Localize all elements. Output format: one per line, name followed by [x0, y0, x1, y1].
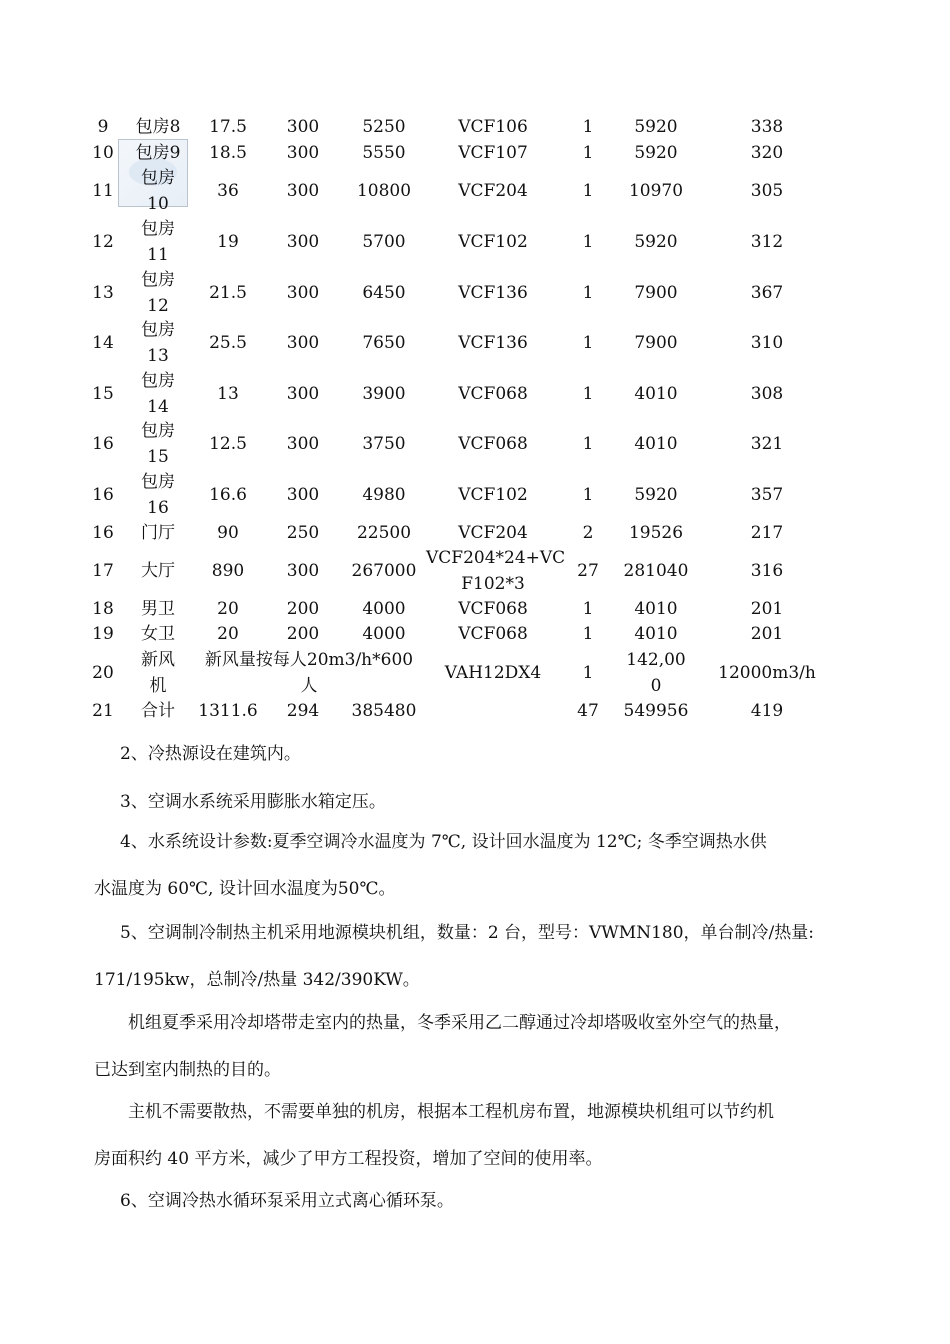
cell-room: 合计 — [141, 701, 175, 721]
cell-index: 367 — [750, 283, 784, 303]
cell-area: 20 — [217, 599, 239, 619]
cell-room-line1: 包房 — [141, 168, 175, 188]
cell-total: 6450 — [362, 283, 406, 303]
cell-load: 300 — [286, 384, 320, 404]
cell-room: 包房8 — [135, 117, 181, 137]
cell-capacity-line1: 142,00 — [626, 650, 686, 670]
cell-index: 419 — [750, 701, 784, 721]
paragraph-5-line1: 5、空调制冷制热主机采用地源模块机组，数量：2 台，型号：VWMN180，单台制冷/热量: — [120, 923, 814, 943]
cell-model: VCF102 — [458, 485, 528, 505]
cell-capacity: 4010 — [634, 434, 678, 454]
cell-model: VCF106 — [458, 117, 528, 137]
cell-index: 12000m3/h — [718, 663, 816, 683]
cell-model-line2: F102*3 — [461, 574, 525, 594]
cell-no: 16 — [92, 523, 114, 543]
cell-qty: 1 — [582, 232, 594, 252]
cell-room-line1: 包房 — [141, 219, 175, 239]
cell-capacity-line2: 0 — [650, 676, 662, 696]
cell-total: 385480 — [351, 701, 417, 721]
cell-load: 250 — [286, 523, 320, 543]
cell-room-line2: 11 — [147, 245, 169, 265]
cell-room-line2: 12 — [147, 296, 169, 316]
cell-no: 15 — [92, 384, 114, 404]
cell-room-line1: 新风 — [141, 650, 175, 670]
cell-qty: 1 — [582, 181, 594, 201]
cell-no: 12 — [92, 232, 114, 252]
cell-no: 21 — [92, 701, 114, 721]
paragraph-7-line1: 主机不需要散热，不需要单独的机房，根据本工程机房布置，地源模块机组可以节约机 — [128, 1102, 774, 1122]
cell-total: 3900 — [362, 384, 406, 404]
paragraph-4-line2: 水温度为 60℃, 设计回水温度为50℃。 — [94, 879, 396, 899]
cell-load: 300 — [286, 434, 320, 454]
cell-index: 201 — [750, 624, 784, 644]
paragraph-6-line2: 已达到室内制热的目的。 — [94, 1060, 281, 1080]
cell-load: 300 — [286, 143, 320, 163]
cell-room-line2: 13 — [147, 346, 169, 366]
cell-room — [128, 647, 188, 699]
cell-model: VCF068 — [458, 624, 528, 644]
cell-model: VAH12DX4 — [444, 663, 542, 683]
cell-no: 17 — [92, 561, 114, 581]
cell-index: 217 — [750, 523, 784, 543]
cell-capacity: 4010 — [634, 624, 678, 644]
cell-area: 19 — [217, 232, 239, 252]
paragraph-5 — [94, 910, 864, 1004]
cell-load: 300 — [286, 181, 320, 201]
cell-model-line1: VCF204*24+VC — [426, 548, 566, 568]
cell-qty: 1 — [582, 485, 594, 505]
fresh-air-note-line1: 新风量按每人20m3/h*600 — [204, 650, 414, 670]
paragraph-4 — [94, 819, 864, 913]
cell-model: VCF204 — [458, 523, 528, 543]
cell-no: 11 — [92, 181, 114, 201]
cell-qty: 1 — [582, 384, 594, 404]
cell-total: 22500 — [356, 523, 412, 543]
cell-load: 200 — [286, 624, 320, 644]
cell-area: 21.5 — [209, 283, 247, 303]
cell-no: 16 — [92, 485, 114, 505]
cell-index: 357 — [750, 485, 784, 505]
cell-capacity: 5920 — [634, 117, 678, 137]
cell-room: 女卫 — [141, 624, 175, 644]
fresh-air-note-line2: 人 — [300, 676, 318, 696]
cell-no: 20 — [92, 663, 114, 683]
paragraph-5-line2: 171/195kw，总制冷/热量 342/390KW。 — [94, 970, 420, 990]
cell-qty: 47 — [577, 701, 599, 721]
cell-capacity: 19526 — [628, 523, 684, 543]
cell-no: 19 — [92, 624, 114, 644]
cell-model: VCF068 — [458, 384, 528, 404]
cell-room: 男卫 — [141, 599, 175, 619]
paragraph-7-line2: 房面积约 40 平方米，减少了甲方工程投资，增加了空间的使用率。 — [94, 1149, 603, 1169]
cell-capacity: 4010 — [634, 599, 678, 619]
cell-capacity: 7900 — [634, 283, 678, 303]
cell-index: 321 — [750, 434, 784, 454]
cell-model: VCF136 — [458, 283, 528, 303]
cell-total: 267000 — [351, 561, 417, 581]
cell-total: 10800 — [356, 181, 412, 201]
cell-area: 25.5 — [209, 333, 247, 353]
cell-capacity: 7900 — [634, 333, 678, 353]
cell-qty: 1 — [582, 599, 594, 619]
cell-load: 300 — [286, 283, 320, 303]
cell-model: VCF136 — [458, 333, 528, 353]
cell-total: 7650 — [362, 333, 406, 353]
cell-no: 18 — [92, 599, 114, 619]
cell-room-line2: 机 — [149, 676, 167, 696]
cell-room: 包房9 — [135, 143, 181, 163]
cell-total: 3750 — [362, 434, 406, 454]
cell-room-line1: 包房 — [141, 371, 175, 391]
paragraph-3: 3、空调水系统采用膨胀水箱定压。 — [120, 792, 386, 812]
cell-area: 90 — [217, 523, 239, 543]
cell-room-line1: 包房 — [141, 421, 175, 441]
cell-room-line2: 10 — [147, 194, 169, 214]
cell-index: 338 — [750, 117, 784, 137]
cell-total: 4000 — [362, 624, 406, 644]
cell-index: 310 — [750, 333, 784, 353]
cell-room-line2: 15 — [147, 447, 169, 467]
cell-qty: 27 — [577, 561, 599, 581]
cell-room-line2: 16 — [147, 498, 169, 518]
cell-capacity: 5920 — [634, 485, 678, 505]
cell-room — [128, 317, 188, 369]
cell-room — [128, 469, 188, 521]
cell-load: 300 — [286, 117, 320, 137]
paragraph-7 — [94, 1089, 864, 1183]
cell-capacity: 5920 — [634, 232, 678, 252]
cell-area: 17.5 — [209, 117, 247, 137]
cell-capacity — [620, 647, 692, 699]
cell-room — [128, 165, 188, 217]
cell-qty: 1 — [582, 434, 594, 454]
cell-area: 18.5 — [209, 143, 247, 163]
cell-area: 890 — [211, 561, 245, 581]
cell-model: VCF068 — [458, 434, 528, 454]
cell-qty: 1 — [582, 624, 594, 644]
cell-room — [128, 267, 188, 319]
cell-load: 294 — [286, 701, 320, 721]
cell-room-line1: 包房 — [141, 270, 175, 290]
cell-qty: 1 — [582, 663, 594, 683]
cell-capacity: 10970 — [628, 181, 684, 201]
cell-area: 16.6 — [209, 485, 247, 505]
cell-load: 300 — [286, 485, 320, 505]
cell-load: 200 — [286, 599, 320, 619]
cell-capacity: 549956 — [623, 701, 689, 721]
cell-index: 312 — [750, 232, 784, 252]
paragraph-4-line1: 4、水系统设计参数:夏季空调冷水温度为 7℃, 设计回水温度为 12℃; 冬季空调热水供 — [120, 832, 767, 852]
cell-fresh-air-note — [196, 647, 422, 699]
cell-area: 1311.6 — [198, 701, 258, 721]
cell-index: 316 — [750, 561, 784, 581]
cell-qty: 1 — [582, 283, 594, 303]
cell-no: 16 — [92, 434, 114, 454]
cell-index: 320 — [750, 143, 784, 163]
cell-room: 门厅 — [141, 523, 175, 543]
cell-room — [128, 368, 188, 420]
cell-qty: 1 — [582, 143, 594, 163]
cell-load: 300 — [286, 232, 320, 252]
cell-area: 36 — [217, 181, 239, 201]
cell-qty: 1 — [582, 333, 594, 353]
cell-model: VCF068 — [458, 599, 528, 619]
cell-total: 5250 — [362, 117, 406, 137]
paragraph-6 — [94, 1000, 864, 1094]
cell-qty: 1 — [582, 117, 594, 137]
cell-load: 300 — [286, 333, 320, 353]
cell-no: 14 — [92, 333, 114, 353]
cell-model: VCF102 — [458, 232, 528, 252]
cell-room-line1: 包房 — [141, 472, 175, 492]
cell-total: 4000 — [362, 599, 406, 619]
cell-area: 13 — [217, 384, 239, 404]
cell-model: VCF204 — [458, 181, 528, 201]
cell-capacity: 281040 — [623, 561, 689, 581]
cell-model: VCF107 — [458, 143, 528, 163]
cell-no: 9 — [97, 117, 109, 137]
cell-total: 4980 — [362, 485, 406, 505]
cell-model — [426, 545, 566, 597]
cell-area: 12.5 — [209, 434, 247, 454]
cell-no: 10 — [92, 143, 114, 163]
cell-room — [128, 216, 188, 268]
cell-no: 13 — [92, 283, 114, 303]
cell-room: 大厅 — [141, 561, 175, 581]
paragraph-6-line1: 机组夏季采用冷却塔带走室内的热量，冬季采用乙二醇通过冷却塔吸收室外空气的热量， — [128, 1013, 791, 1033]
cell-index: 308 — [750, 384, 784, 404]
cell-room — [128, 418, 188, 470]
cell-total: 5700 — [362, 232, 406, 252]
paragraph-8: 6、空调冷热水循环泵采用立式离心循环泵。 — [120, 1191, 454, 1211]
cell-capacity: 4010 — [634, 384, 678, 404]
cell-capacity: 5920 — [634, 143, 678, 163]
paragraph-2: 2、冷热源设在建筑内。 — [120, 744, 301, 764]
cell-total: 5550 — [362, 143, 406, 163]
cell-index: 201 — [750, 599, 784, 619]
cell-qty: 2 — [582, 523, 594, 543]
cell-index: 305 — [750, 181, 784, 201]
cell-room-line2: 14 — [147, 397, 169, 417]
cell-area: 20 — [217, 624, 239, 644]
cell-room-line1: 包房 — [141, 320, 175, 340]
cell-load: 300 — [286, 561, 320, 581]
